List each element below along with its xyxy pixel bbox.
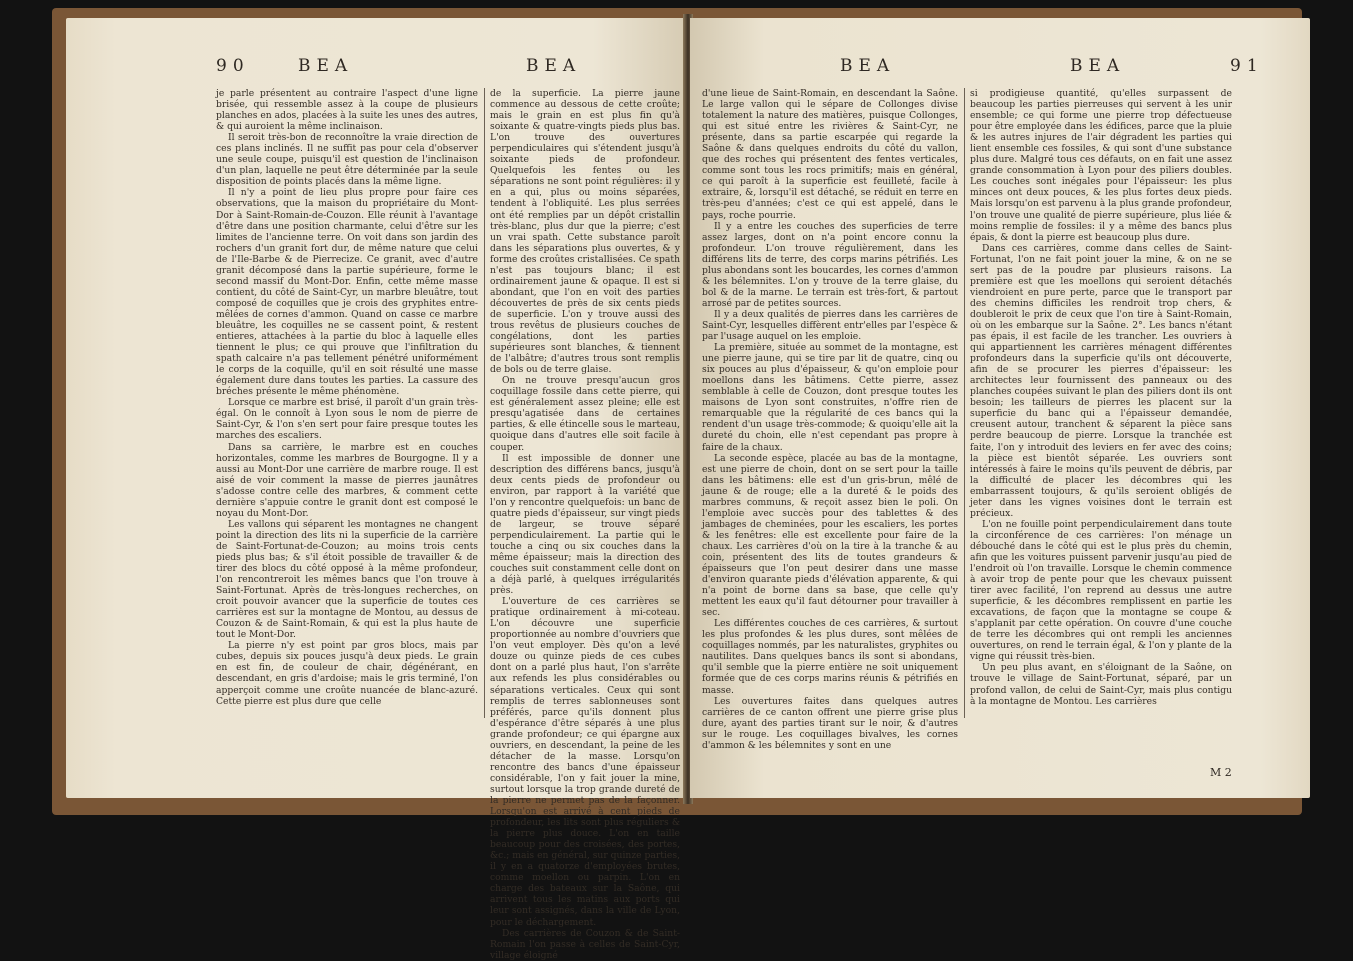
left-page-column-1 [216, 88, 478, 707]
paragraph: Des carrières de Couzon & de Saint-Romain l'on passe à celles de Saint-Cyr, village éloigné [490, 927, 680, 961]
column-rule [964, 88, 965, 718]
left-page-column-2 [490, 88, 680, 961]
running-head-left: BEA [298, 56, 354, 76]
running-head-right: BEA [1070, 56, 1126, 76]
right-page-header [690, 56, 1310, 86]
column-rule [484, 88, 485, 718]
paragraph: Les ouvertures faites dans quelques autres carrières de ce canton offrent une pierre grise plus dure, ayant des parties tirant sur le noir, & d'autres sur le rouge. Les coquillages bivalves, les cornes d'ammon & les bélemnites y sont en une [702, 695, 958, 751]
paragraph: Dans sa carrière, le marbre est en couches horizontales, comme les marbres de Bourgogne. Il y a aussi au Mont-Dor une carrière de marbre rouge. Il est aisé de voir comment la masse de pierres jaunâtres s'adosse contre celle des marbres, & comment cette dernière s'appuie contre le granit dont est composé le noyau du Mont-Dor. [216, 441, 478, 519]
paragraph: Il n'y a point de lieu plus propre pour faire ces observations, que la maison du propriétaire du Mont-Dor à Saint-Romain-de-Couzon. Elle réunit à l'avantage d'être dans une position charmante, celui d'être sur les limites de l'ancienne terre. On voit dans son jardin des rochers d'un granit fort dur, de même nature que celui de l'Ile-Barbe & de Pierrecize. Ce granit, avec d'autre granit décomposé dans la partie supérieure, forme le second massif du Mont-Dor. Enfin, cette même masse contient, du côté de Saint-Cyr, un marbre bleuâtre, tout composé de coquilles que je crois des gryphites entre-mêlées de cornes d'ammon. Quand on casse ce marbre bleuâtre, les coquilles ne se cassent point, & restent entieres, attachées à la partie du bloc à laquelle elles tiennent le plus; ce qui prouve que l'infiltration du spath calcaire n'a pas tellement pénétré uniformément le corps de la coquille, qu'il en soit résulté une masse également dure dans toutes les parties. La cassure des bréches présente le même phénomène. [216, 187, 478, 398]
signature-mark: M 2 [1210, 766, 1232, 779]
paragraph: Dans ces carrières, comme dans celles de Saint-Fortunat, l'on ne fait point jouer la mine, & on ne se sert pas de la poudre par plusieurs raisons. La première est que les moellons qui seroient détachés viendroient en pure perte, parce que le transport par des chemins difficiles les rendroit trop chers, & doubleroit le prix de ceux que l'on tire à Saint-Romain, où on les embarque sur la Saône. 2°. Les bancs n'étant pas épais, il est facile de les trancher. Les ouvriers à qui appartiennent les carrières ménagent différentes profondeurs dans la superficie qu'ils ont découverte, afin de se procurer les pierres d'épaisseur: les architectes leur fournissent des panneaux ou des planches coupées suivant le plan des piliers dont ils ont besoin; les tailleurs de pierres les placent sur la superficie du banc qui a l'épaisseur demandée, creusent autour, tranchent & séparent la pièce sans perdre beaucoup de pierre. Lorsque la tranchée est faite, l'on y introduit des leviers en fer avec des coins; la pièce est bientôt séparée. Les ouvriers sont intéressés à faire le moins qu'ils peuvent de débris, par la difficulté de placer les décombres qui les embarrassent toujours, & qu'ils seroient obligés de jeter dans les vignes voisines dont le terrain est précieux. [970, 242, 1232, 519]
paragraph: L'on ne fouille point perpendiculairement dans toute la circonférence de ces carrières: l'on ménage un débouché dans le côté qui est le plus près du chemin, afin que les voitures puissent parvenir jusqu'au pied de l'endroit où l'on travaille. Lorsque le chemin commence à avoir trop de pente pour que les chevaux puissent tirer avec facilité, l'on reprend au dessus une autre superficie, & les décombres remplissent en partie les excavations, de façon que la montagne se coupe & s'applanit par cette opération. On couvre d'une couche de terre les décombres qui ont rempli les anciennes ouvertures, on rend le terrain égal, & l'on y plante de la vigne qui réussit très-bien. [970, 518, 1232, 663]
paragraph: Il y a deux qualités de pierres dans les carrières de Saint-Cyr, lesquelles diffèrent entr'elles par l'espèce & par l'usage auquel on les emploie. [702, 308, 958, 343]
paragraph: Il y a entre les couches des superficies de terre assez larges, dont on n'a point encore connu la profondeur. L'on trouve régulièrement, dans les différens lits de terre, des corps marins pétrifiés. Les plus abondans sont les boucardes, les cornes d'ammon & les bélemnites. L'on y trouve de la terre glaise, du bol & de la marne. Le terrain est très-fort, & partout arrosé par de petites sources. [702, 220, 958, 309]
paragraph: Les différentes couches de ces carrières, & surtout les plus profondes & les plus dures, sont mêlées de coquillages nommés, par les naturalistes, gryphites ou nautilites. Dans quelques bancs ils sont si abondans, qu'il semble que la pierre entière ne soit uniquement formée que de ces corps marins réunis & pétrifiés en masse. [702, 618, 958, 696]
paragraph: On ne trouve presqu'aucun gros coquillage fossile dans cette pierre, qui est généralement assez pleine; elle est presqu'agatisée dans de certaines parties, & elle étincelle sous le marteau, quoique dans d'autres elle soit facile à couper. [490, 375, 680, 453]
page-number: 90 [216, 56, 250, 76]
page-number: 91 [1230, 56, 1264, 76]
paragraph: de la superficie. La pierre jaune commence au dessous de cette croûte; mais le grain en est plus fin qu'à soixante & quatre-vingts pieds plus bas. L'on trouve des ouvertures perpendiculaires qui s'étendent jusqu'à soixante pieds de profondeur. Quelquefois les fentes ou les séparations ne sont point régulières: il y en a qui, plus ou moins séparées, tendent à l'obliquité. Les plus serrées ont été remplies par un dépôt cristallin très-blanc, plus dur que la pierre; c'est un vrai spath. Cette substance paroît dans les séparations plus ouvertes, & y forme des croûtes cristallisées. Ce spath n'est pas toujours blanc; il est ordinairement jaune & opaque. Il est si abondant, que l'on en voit des parties découvertes de près de six cents pieds de superficie. L'on y trouve aussi des trous revêtus de plusieurs couches de congélations, dont les parties supérieures sont blanches, & tiennent de l'albâtre; d'autres trous sont remplis de bols ou de terre glaise. [490, 88, 680, 376]
right-page-column-1 [702, 88, 958, 751]
paragraph: Un peu plus avant, en s'éloignant de la Saône, on trouve le village de Saint-Fortunat, séparé, par un profond vallon, de celui de Saint-Cyr, mais plus contigu à la montagne de Montou. Les carrières [970, 662, 1232, 707]
paragraph: La première, située au sommet de la montagne, est une pierre jaune, qui se tire par lit de quatre, cinq ou six pouces au plus d'épaisseur, & qu'on emploie pour moellons dans les bâtimens. Cette pierre, assez semblable à celle de Couzon, dont presque toutes les maisons de Lyon sont construites, n'offre rien de remarquable que la régularité de ces bancs qui la rendent d'un usage très-commode; & quoiqu'elle ait la dureté du choin, elle n'est cependant pas propre à faire de la chaux. [702, 342, 958, 453]
paragraph: Lorsque ce marbre est brisé, il paroît d'un grain très-égal. On le connoît à Lyon sous le nom de pierre de Saint-Cyr, & l'on s'en sert pour faire presque toutes les marches des escaliers. [216, 397, 478, 442]
paragraph: si prodigieuse quantité, qu'elles surpassent de beaucoup les parties pierreuses qui servent à les unir ensemble; ce qui forme une pierre trop défectueuse pour être employée dans les édifices, parce que la pluie & les autres injures de l'air dégradent les parties qui lient ensemble ces fossiles, & qui sont d'une substance plus dure. Malgré tous ces défauts, on en fait une assez grande consommation à Lyon pour des piliers doubles. Les couches sont inégales pour l'épaisseur: les plus minces ont deux pouces, & les plus fortes deux pieds. Mais lorsqu'on est parvenu à la plus grande profondeur, l'on trouve une qualité de pierre supérieure, plus liée & moins remplie de fossiles: il y a même des bancs plus épais, & dont la pierre est beaucoup plus dure. [970, 88, 1232, 243]
left-page-header [66, 56, 686, 86]
running-head-left: BEA [840, 56, 896, 76]
running-head-right: BEA [526, 56, 582, 76]
paragraph: Il est impossible de donner une description des différens bancs, jusqu'à deux cents pieds de profondeur ou environ, par rapport à la variété que l'on y rencontre quelquefois: un banc de quatre pieds d'épaisseur, sur vingt pieds de largeur, se trouve séparé perpendiculairement. La partie qui le touche a cinq ou six couches dans la même épaisseur; mais la direction des couches suit constamment celle dont on a déjà parlé, à quelques irrégularités près. [490, 452, 680, 597]
paragraph: La seconde espèce, placée au bas de la montagne, est une pierre de choin, dont on se sert pour la taille dans les bâtimens: elle est d'un gris-brun, mêlé de jaune & de rouge; elle a la dureté & le poids des marbres communs, & reçoit assez bien le poli. On l'emploie avec succès pour des tablettes & des jambages de cheminées, pour les escaliers, les portes & les fenêtres: elle est excellente pour faire de la chaux. Les carrières d'où on la tire à la tranche & au coin, présentent des lits de toutes grandeurs & épaisseurs que l'on peut desirer dans une masse d'environ quarante pieds d'élévation apparente, & qui n'a point de borne dans sa base, que celle qu'y mettent les eaux qu'il faut détourner pour travailler à sec. [702, 452, 958, 619]
left-page [66, 18, 686, 961]
right-page-column-2 [970, 88, 1232, 707]
paragraph: La pierre n'y est point par gros blocs, mais par cubes, depuis six pouces jusqu'à deux pieds. Le grain en est fin, de couleur de chair, dégénérant, en descendant, en gris d'ardoise; mais le gris terminé, l'on apperçoit comme une croûte nuancée de blanc-azuré. Cette pierre est plus dure que celle [216, 640, 478, 707]
paragraph: je parle présentent au contraire l'aspect d'une ligne brisée, qui ressemble assez à la coupe de plusieurs planches en ados, placées à la suite les unes des autres, & qui auroient la même inclinaison. [216, 88, 478, 133]
paragraph: L'ouverture de ces carrières se pratique ordinairement à mi-coteau. L'on découvre une superficie proportionnée au nombre d'ouvriers que l'on veut employer. Dès qu'on a levé douze ou quinze pieds de ces cubes dont on a parlé plus haut, l'on s'arrête aux refends les plus considérables ou séparations verticales. Ceux qui sont remplis de terres sablonneuses sont préférés, parce qu'ils donnent plus d'espérance d'être séparés à une plus grande profondeur; ce qui épargne aux ouvriers, en descendant, la peine de les détacher de la masse. Lorsqu'on rencontre des bancs d'une épaisseur considérable, l'on y fait jouer la mine, surtout lorsque la trop grande dureté de la pierre ne permet pas de la façonner. Lorsqu'on est arrivé à cent pieds de profondeur, les lits sont plus réguliers & la pierre plus douce. L'on en taille beaucoup pour des croisées, des portes, &c.; mais en général, sur quinze parties, il y en a quatorze d'employées brutes, comme moellon ou parpin. L'on en charge des bateaux sur la Saône, qui arrivent tous les matins aux ports qui leur sont assignés, dans la ville de Lyon, pour le déchargement. [490, 596, 680, 928]
right-page [690, 18, 1310, 798]
paragraph: d'une lieue de Saint-Romain, en descendant la Saône. Le large vallon qui le sépare de Collonges divise totalement la nature des matières, puisque Collonges, qui est situé entre les rivières & Saint-Cyr, ne présente, dans sa partie escarpée qui regarde la Saône & dans quelques endroits du côté du vallon, que des roches qui présentent des fentes verticales, comme sont tous les rocs primitifs; mais en général, ce qui paroît à la superficie est feuilleté, facile à extraire, &, lorsqu'il est détaché, se réduit en terre en très-peu d'années; c'est ce qui est appelé, dans le pays, roche pourrie. [702, 88, 958, 221]
paragraph: Il seroit très-bon de reconnoître la vraie direction de ces plans inclinés. Il ne suffit pas pour cela d'observer une seule coupe, puisqu'il est question de l'inclinaison d'un plan, laquelle ne peut être déterminée par la seule disposition de points placés dans la même ligne. [216, 132, 478, 188]
paragraph: Les vallons qui séparent les montagnes ne changent point la direction des lits ni la superficie de la carrière de Saint-Fortunat-de-Couzon; au moins trois cents pieds plus bas; & s'il étoit possible de travailler & de tirer des blocs du côté opposé à la même profondeur, l'on rencontreroit les mêmes bancs que l'on trouve à Saint-Fortunat. Après de très-longues recherches, on croit pouvoir avancer que la superficie de toutes ces carrières est sur la montagne de Montou, au dessus de Couzon & de Saint-Romain, & qui est la plus haute de tout le Mont-Dor. [216, 518, 478, 641]
